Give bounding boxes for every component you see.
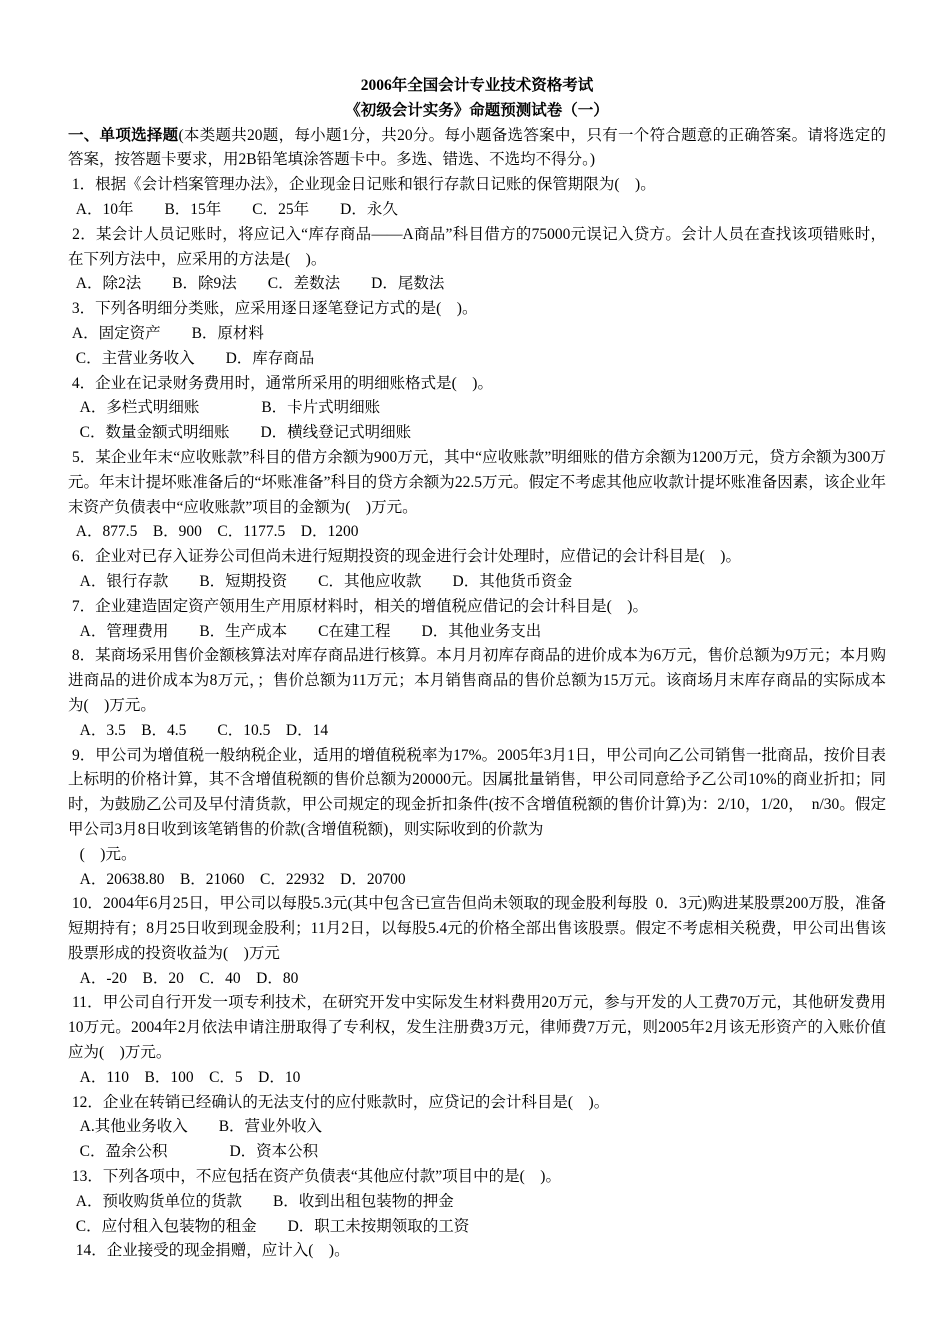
exam-page [68,74,886,1264]
question-line: 12．企业在转销已经确认的无法支付的应付账款时，应贷记的会计科目是( )。 [68,1093,610,1111]
question-line: 8．某商场采用售价金额核算法对库存商品进行核算。本月月初库存商品的进价成本为6万元，售价总额为9万元；本月购进商品的进价成本为8万元，；售价总额为11万元；本月销售商品的售价总额为15万元。该商场月末库存商品的实际成本为( )万元。 [68,647,886,714]
question-line: A．877.5 B．900 C．1177.5 D．1200 [68,523,359,541]
section-heading: 一、单项选择题 [68,126,179,144]
question-line: A．多栏式明细账 B．卡片式明细账 [68,399,381,417]
question-line: 4．企业在记录财务费用时，通常所采用的明细账格式是( )。 [68,374,493,392]
question-line: A．固定资产 B．原材料 [68,324,264,342]
question-line: 5．某企业年末“应收账款”科目的借方余额为900万元，其中“应收账款”明细账的借方余额为1200万元，贷方余额为300万元。年末计提坏账准备后的“坏账准备”科目的贷方余额为22.5万元。假定不考虑其他应收款计提坏账准备因素，该企业年末资产负债表中“应收账款”项目的金额为( )万元。 [68,448,886,516]
question-line: 13．下列各项中，不应包括在资产负债表“其他应付款”项目中的是( )。 [68,1168,561,1186]
section-header [68,124,886,174]
question-list [68,173,886,1264]
section-instructions: (本类题共20题，每小题1分，共20分。每小题备选答案中，只有一个符合题意的正确答案。请将选定的答案，按答题卡要求，用2B铅笔填涂答题卡中。多选、错选、不选均不得分。) [68,126,886,169]
question-line: A．3.5 B．4.5 C．10.5 D．14 [68,721,329,739]
question-line: C．数量金额式明细账 D．横线登记式明细账 [68,424,412,442]
question-line: 9．甲公司为增值税一般纳税企业，适用的增值税税率为17%。2005年3月1日，甲公司向乙公司销售一批商品，按价目表上标明的价格计算，其不含增值税额的售价总额为20000元。因属批量销售，甲公司同意给予乙公司10%的商业折扣；同时，为鼓励乙公司及早付清货款，甲公司规定的现金折扣条件(按不含增值税额的售价计算)为：2/10，1/20， n/30。假定甲公司3月8日收到该笔销售的价款(含增值税额)，则实际收到的价款为 [68,746,886,838]
question-line: A．银行存款 B．短期投资 C．其他应收款 D．其他货币资金 [68,572,573,590]
question-line: 11．甲公司自行开发一项专利技术，在研究开发中实际发生材料费用20万元，参与开发的人工费70万元，其他研发费用10万元。2004年2月依法申请注册取得了专利权，发生注册费3万元，律师费7万元，则2005年2月该无形资产的入账价值应为( )万元。 [68,994,886,1062]
question-line: 3．下列各明细分类账，应采用逐日逐笔登记方式的是( )。 [68,300,478,318]
question-line: A．除2法 B．除9法 C．差数法 D．尾数法 [68,275,445,293]
question-line: A．预收购货单位的货款 B．收到出租包装物的押金 [68,1192,454,1210]
question-line: 2．某会计人员记账时，将应记入“库存商品——A商品”科目借方的75000元误记入贷方。会计人员在查找该项错账时，在下列方法中，应采用的方法是( )。 [68,225,887,268]
question-line: A．110 B．100 C．5 D．10 [68,1068,301,1086]
question-line: C．盈余公积 D．资本公积 [68,1143,319,1161]
question-line: 7．企业建造固定资产领用生产用原材料时，相关的增值税应借记的会计科目是( )。 [68,597,648,615]
question-line: A．10年 B．15年 C．25年 D．永久 [68,200,398,218]
question-line: 1．根据《会计档案管理办法》，企业现金日记账和银行存款日记账的保管期限为( )。 [68,176,656,194]
question-line: 14．企业接受的现金捐赠，应计入( )。 [68,1242,350,1260]
question-line: C．主营业务收入 D．库存商品 [68,349,315,367]
question-line: 6．企业对已存入证券公司但尚未进行短期投资的现金进行会计处理时，应借记的会计科目是( )。 [68,548,741,566]
exam-title: 2006年全国会计专业技术资格考试 [360,77,594,94]
question-line: A．-20 B．20 C．40 D．80 [68,969,299,987]
question-line: ( )元。 [68,845,137,863]
question-line: C．应付租入包装物的租金 D．职工未按期领取的工资 [68,1217,470,1235]
question-line: 10．2004年6月25日，甲公司以每股5.3元(其中包含已宣告但尚未领取的现金股利每股 0．3元)购进某股票200万股，准备短期持有；8月25日收到现金股利；11月2日，以每股5.4元的价格全部出售该股票。假定不考虑相关税费，甲公司出售该股票形成的投资收益为( )万元 [68,895,886,962]
exam-subtitle: 《初级会计实务》命题预测试卷（一） [345,101,609,119]
question-line: A．20638.80 B．21060 C．22932 D．20700 [68,870,406,888]
question-line: A．管理费用 B．生产成本 C在建工程 D．其他业务支出 [68,622,542,640]
question-line: A.其他业务收入 B．营业外收入 [68,1118,323,1136]
